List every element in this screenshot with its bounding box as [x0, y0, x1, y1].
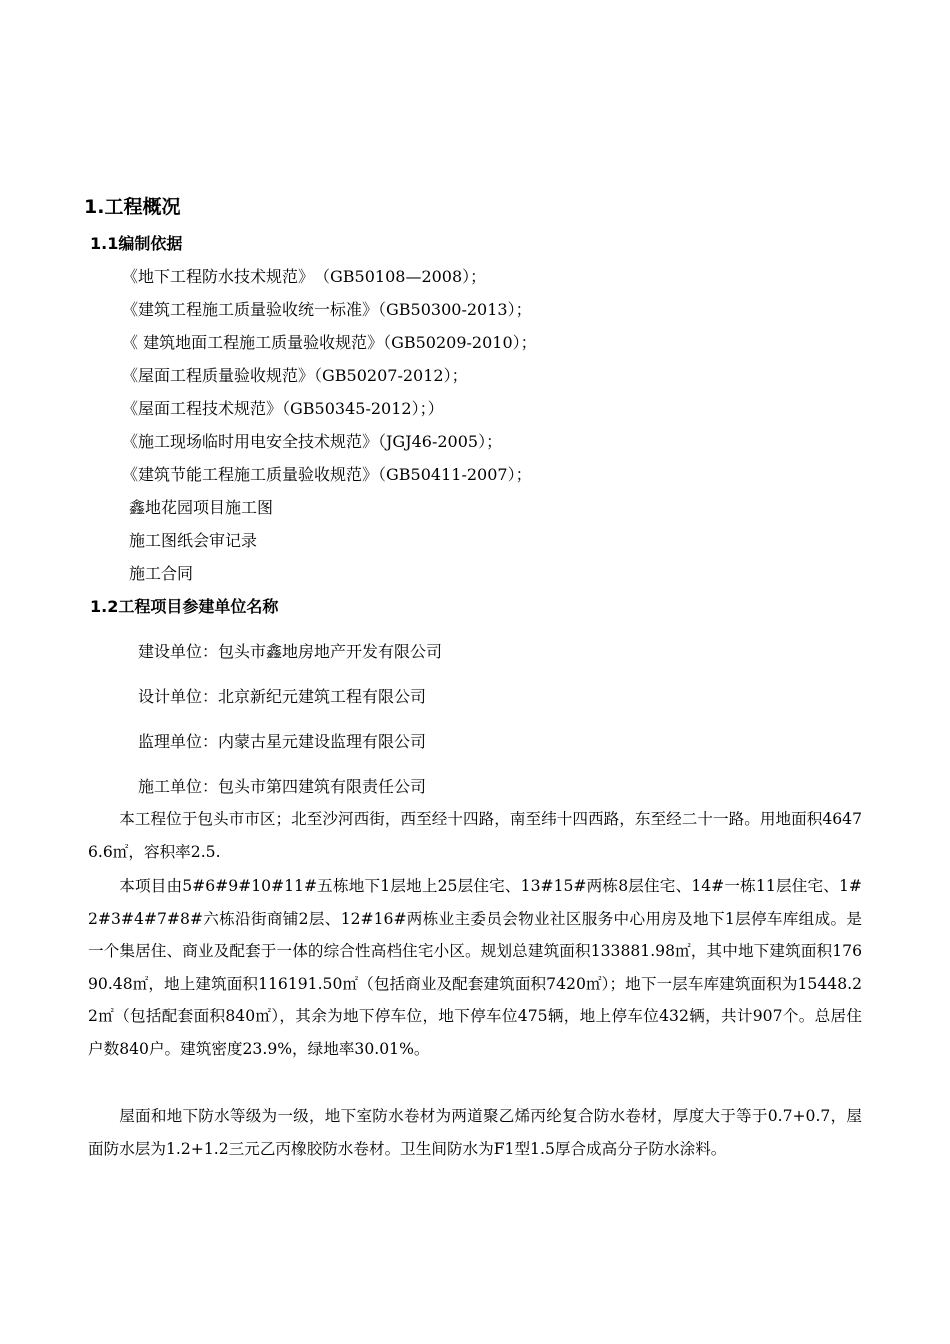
paragraph-composition: 本项目由5#6#9#10#11#五栋地下1层地上25层住宅、13#15#两栋8层住宅、14#一栋11层住宅、1#2#3#4#7#8#六栋沿街商铺2层、12#16#两栋业主委员会物业社区服务中心用房及地下1层停车库组成。是一个集居住、商业及配套于一体的综合性高档住宅小区。规划总建筑面积133881.98㎡，其中地下建筑面积17690.48㎡，地上建筑面积116191.50㎡（包括商业及配套建筑面积7420㎡）；地下一层车库建筑面积为15448.22㎡（包括配套面积840㎡），其余为地下停车位，地下停车位475辆，地上停车位432辆，共计907个。总居住户数840户。建筑密度23.9%，绿地率30.01%。	[88, 877, 862, 1058]
paragraph-waterproofing: 屋面和地下防水等级为一级，地下室防水卷材为两道聚乙烯丙纶复合防水卷材，厚度大于等于0.7+0.7，屋面防水层为1.2+1.2三元乙丙橡胶防水卷材。卫生间防水为F1型1.5厚合成高分子防水涂料。	[88, 1107, 862, 1158]
subsection-heading-basis: 1.1编制依据	[90, 234, 183, 253]
reference-item: 《地下工程防水技术规范》 （GB50108—2008）；	[122, 267, 487, 286]
reference-item: 《 建筑地面工程施工质量验收规范》（GB50209-2010）；	[122, 333, 537, 352]
participant-unit: 建设单位：包头市鑫地房地产开发有限公司	[138, 642, 443, 661]
reference-item: 鑫地花园项目施工图	[129, 498, 274, 517]
subsection-heading-participants: 1.2工程项目参建单位名称	[90, 597, 279, 616]
reference-item: 《屋面工程技术规范》（GB50345-2012）；）	[122, 399, 444, 418]
reference-item: 施工图纸会审记录	[129, 531, 258, 550]
reference-item: 《施工现场临时用电安全技术规范》（JGJ46-2005）；	[122, 432, 503, 451]
paragraph-location: 本工程位于包头市市区；北至沙河西街，西至经十四路，南至纬十四西路，东至经二十一路。用地面积46476.6㎡，容积率2.5.	[88, 810, 862, 861]
reference-item: 施工合同	[129, 564, 194, 583]
participant-unit: 监理单位：内蒙古星元建设监理有限公司	[138, 732, 427, 751]
participant-unit: 设计单位：北京新纪元建筑工程有限公司	[138, 687, 427, 706]
reference-item: 《建筑节能工程施工质量验收规范》（GB50411-2007）；	[122, 465, 532, 484]
reference-item: 《屋面工程质量验收规范》（GB50207-2012）；	[122, 366, 468, 385]
reference-item: 《建筑工程施工质量验收统一标准》（GB50300-2013）；	[122, 300, 532, 319]
participant-unit: 施工单位：包头市第四建筑有限责任公司	[138, 777, 427, 796]
section-heading: 1.工程概况	[84, 196, 181, 218]
